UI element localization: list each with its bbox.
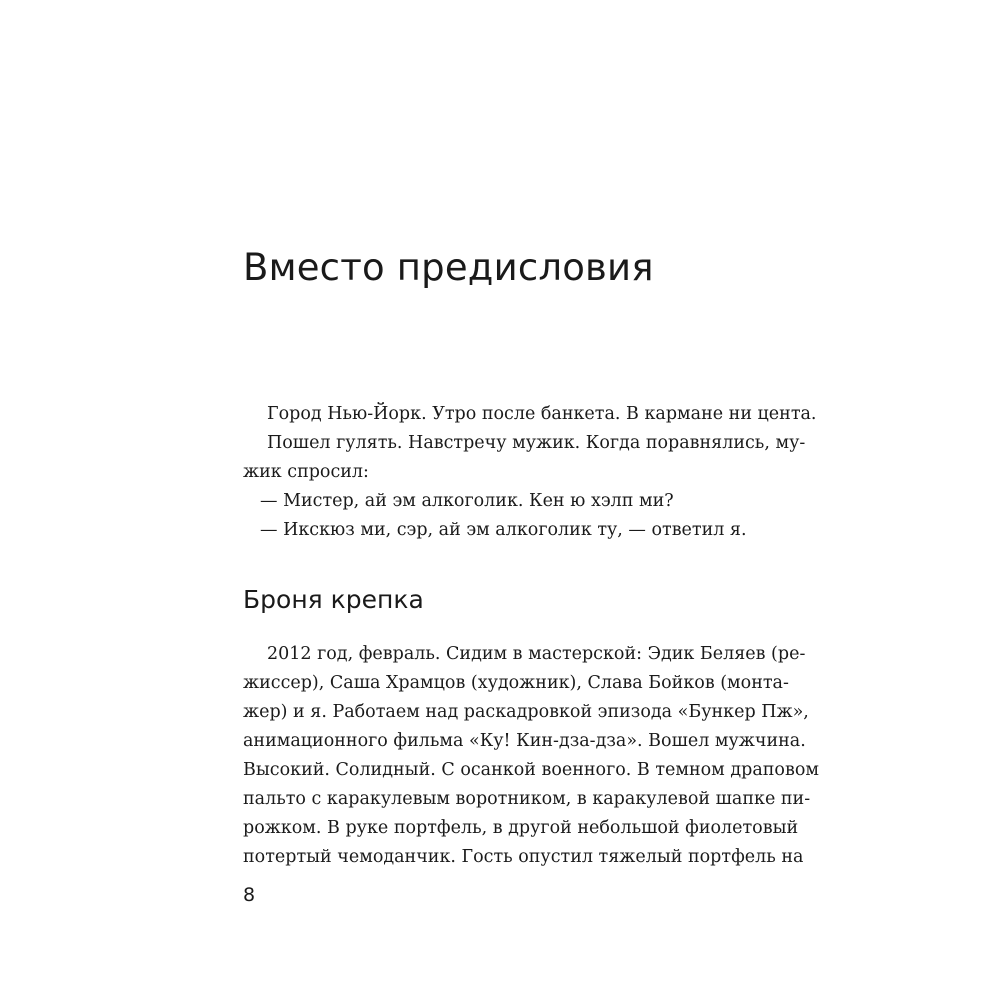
paragraph-line: пальто с каракулевым воротником, в каракулевой шапке пи- [243, 789, 811, 809]
paragraph-line: Город Нью-Йорк. Утро после банкета. В кармане ни цента. [267, 404, 817, 424]
paragraph-line: Высокий. Солидный. С осанкой военного. В темном драповом [243, 760, 819, 780]
paragraph-line: жик спросил: [243, 462, 369, 482]
paragraph-line: жер) и я. Работаем над раскадровкой эпизода «Бункер Пж», [243, 702, 809, 722]
dialogue-line: — Мистер, ай эм алкоголик. Кен ю хэлп ми? [260, 491, 674, 511]
chapter-title: Вместо предисловия [243, 246, 654, 289]
paragraph-line: жиссер), Саша Храмцов (художник), Слава Бойков (монта- [243, 673, 789, 693]
page-number: 8 [243, 884, 256, 906]
paragraph-line: анимационного фильма «Ку! Кин-дза-дза». Вошел мужчина. [243, 731, 806, 751]
paragraph-line: потертый чемоданчик. Гость опустил тяжелый портфель на [243, 847, 804, 867]
paragraph-line: Пошел гулять. Навстречу мужик. Когда поравнялись, му- [267, 433, 806, 453]
dialogue-line: — Икскюз ми, сэр, ай эм алкоголик ту, — ответил я. [260, 520, 747, 540]
section-title: Броня крепка [243, 585, 424, 614]
paragraph-line: 2012 год, февраль. Сидим в мастерской: Эдик Беляев (ре- [267, 644, 806, 664]
paragraph-line: рожком. В руке портфель, в другой небольшой фиолетовый [243, 818, 799, 838]
